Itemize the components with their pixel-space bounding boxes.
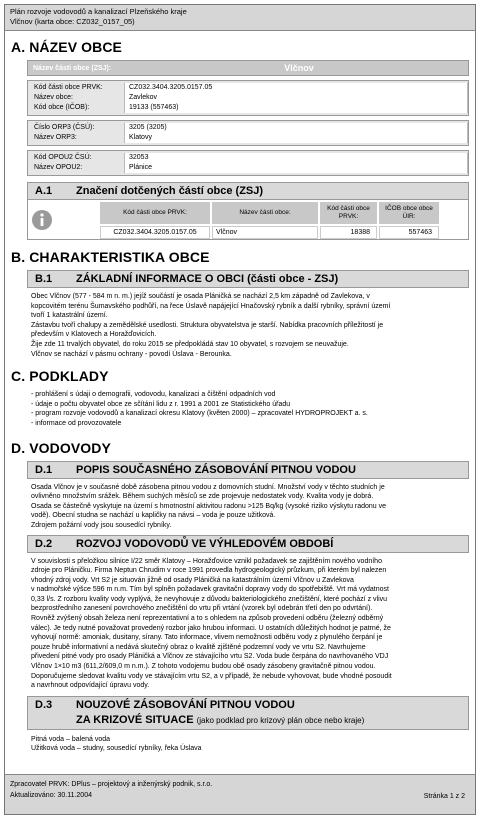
info-row	[28, 103, 468, 113]
text-line: a navrhnout odpovídající úpravu vody.	[31, 682, 150, 690]
document-footer	[5, 774, 475, 814]
info-row	[28, 133, 468, 143]
info-value: CZ032.3404.3205.0157.05	[124, 83, 468, 93]
section-a-box	[27, 60, 469, 176]
text-line: Zdrojem požární vody jsou sousedící rybníky.	[31, 521, 172, 529]
info-row	[28, 93, 468, 103]
section-c-title: C. PODKLADY	[11, 368, 109, 385]
d3-header	[27, 696, 469, 730]
list-item: - program rozvoje vodovodů a kanalizací okresu Klatovy (květen 2000) – zpracovatel HYDROPROJEKT a. s.	[31, 410, 368, 418]
info-key: Název ORP3:	[34, 134, 77, 141]
zsj-row	[27, 60, 469, 76]
text-line: Doporučujeme sledovat kvalitu vody ve stávajícím vrtu S2, a v případě, že nebude vyhovovat, bude vhodné posoudit	[31, 672, 392, 680]
document-header	[5, 5, 475, 31]
d2-title: ROZVOJ VODOVODŮ VE VÝHLEDOVÉM OBDOBÍ	[76, 537, 334, 550]
info-row	[28, 153, 468, 163]
a1-grid	[56, 200, 468, 239]
info-value: 32053	[124, 153, 468, 163]
list-item: - prohlášení s údaji o demografii, vodovodu, kanalizaci a čištění odpadních vod	[31, 391, 276, 399]
d3-title-line2-text: ZA KRIZOVÉ SITUACE	[76, 713, 194, 726]
header-line2: Vlčnov (karta obce: CZ032_0157_05)	[10, 17, 135, 26]
info-key: Název OPOU2:	[34, 164, 83, 171]
zsj-value: Vlčnov	[284, 63, 314, 73]
info-row	[28, 163, 468, 173]
info-key: Číslo ORP3 (ČSÚ):	[34, 124, 95, 131]
document-page	[4, 4, 476, 815]
info-value: Klatovy	[124, 133, 468, 143]
a1-cell: Vlčnov	[212, 226, 318, 239]
d1-title: POPIS SOUČASNÉHO ZÁSOBOVÁNÍ PITNOU VODOU	[76, 463, 356, 476]
a1-cell: 18388	[320, 226, 377, 239]
a1-cell: CZ032.3404.3205.0157.05	[100, 226, 210, 239]
info-value: Zavlekov	[124, 93, 468, 103]
section-b-title: B. CHARAKTERISTIKA OBCE	[11, 249, 210, 265]
a1-number: A.1	[35, 185, 53, 197]
footer-updated: Aktualizováno: 30.11.2004	[10, 792, 92, 799]
text-line: pouze hrubě informativní a nedává skutečný obraz o kvalitě zjištěné podzemní vody ve vrtu S2. Navrhujeme	[31, 643, 366, 651]
b1-number: B.1	[35, 273, 53, 285]
b1-title: ZÁKLADNÍ INFORMACE O OBCI (části obce - ZSJ)	[76, 273, 339, 285]
page-number: Stránka 1 z 2	[423, 793, 465, 800]
c-list	[31, 390, 467, 428]
list-item: - informace od provozovatele	[31, 419, 122, 427]
info-row	[28, 83, 468, 93]
d3-number: D.3	[35, 698, 53, 711]
b1-header	[27, 270, 469, 288]
d3-title-line2	[76, 713, 364, 728]
text-line: tvoří 1 katastrální území.	[31, 312, 108, 320]
d3-title-line1: NOUZOVÉ ZÁSOBOVÁNÍ PITNOU VODOU	[76, 698, 295, 711]
d2-text	[31, 557, 467, 691]
info-value: 3205 (3205)	[124, 123, 468, 133]
text-line: v nadmořské výšce 596 m n.m. Tím byl splněn požadavek gravitační dopravy vody do spotřebiště. Vrt má vydatnost	[31, 586, 389, 594]
text-line: především v Klatovech a Horažďovicích.	[31, 331, 157, 339]
info-group-3	[27, 150, 469, 176]
text-line: Žije zde 11 trvalých obyvatel, do roku 2015 se předpokládá stav 10 obyvatel, s rozvojem se neuvažuje.	[31, 340, 349, 348]
a1-col-header: Název části obce:	[212, 202, 318, 224]
d3-note: (jako podklad pro krizový plán obce nebo kraje)	[196, 715, 365, 725]
a1-col-header: IČOB obce obce ÚIR:	[379, 202, 439, 224]
a1-table	[27, 200, 469, 240]
text-line: vodě). Obecní studna se nachází u kapličky na návsi – voda je pouze užitková.	[31, 512, 276, 520]
text-line: Vlčnov 1×10 m3 (611,2/609,0 m n.m.). Z tohoto vodojemu budou obě osady zásobeny gravitačně pitnou vodou.	[31, 663, 376, 671]
info-value: Plánice	[124, 163, 468, 173]
text-line: V souvislosti s přeložkou silnice I/22 směr Klatovy – Horažďovice vznikl požadavek se zajištěním nového vodního	[31, 557, 382, 565]
list-item: - údaje o počtu obyvatel obce ze sčítání lidu z r. 1991 a 2001 ze Statistického úřadu	[31, 400, 291, 408]
d3-title	[76, 697, 364, 729]
zsj-label: Název části obce (ZSJ):	[33, 64, 112, 72]
info-key: Název obce:	[34, 94, 73, 101]
footer-author: Zpracovatel PRVK: DPlus – projektový a inženýrský podnik, s.r.o.	[10, 781, 213, 788]
section-d-title: D. VODOVODY	[11, 439, 111, 456]
text-line: Pitná voda – balená voda	[31, 735, 111, 743]
text-line: 0,33 l/s. Z rozboru kvality vody vyplývá, že nevyhovuje z důvodu bakteriologického znečištění, které pochází z vlivu	[31, 595, 388, 603]
d1-header	[27, 461, 469, 479]
text-line: zdroje pro Pláničku. Firma Neptun Chrudim v roce 1991 provedla hydrogeologický průzkum, při kterém byl nalezen	[31, 567, 387, 575]
a1-col-header: Kód části obce PRVK:	[100, 202, 210, 224]
d3-text	[31, 735, 467, 754]
info-key: Kód obce (IČOB):	[34, 104, 90, 111]
section-a-title: A. NÁZEV OBCE	[11, 39, 122, 55]
text-line: Užitková voda – studny, sousedící rybníky, řeka Úslava	[31, 745, 202, 753]
a1-header	[27, 182, 469, 200]
a1-title: Značení dotčených částí obce (ZSJ)	[76, 185, 264, 197]
d2-number: D.2	[35, 537, 53, 550]
info-group-2	[27, 120, 469, 146]
info-group-1	[27, 80, 469, 116]
text-line: bezprostředního zanesení povrchového znečištění do vrtu při vrtání (vzorek byl odebrán třetí den po odvrtání).	[31, 605, 373, 613]
text-line: Vlčnov se nachází v pásmu ochrany - povodí Úslava - Berounka.	[31, 350, 232, 358]
text-line: kopcovitém terénu Šumavského podhůří, na řece Úslavě napájející Hnačovský rybník a další rybníky, správní území	[31, 302, 391, 310]
info-value: 19133 (557463)	[124, 103, 468, 113]
info-key: Kód OPOU2 ČSÚ:	[34, 154, 92, 161]
text-line: Obec Vlčnov (577 - 584 m n. m.) jejíž součástí je osada Pláničká se nachází 2,5 km západně od Zavlekova, v	[31, 293, 370, 300]
info-key: Kód části obce PRVK:	[34, 84, 103, 91]
b1-text	[31, 292, 467, 359]
d2-header	[27, 535, 469, 553]
text-line: vyhovují normě: amoniak, dusitany, sírany. Tato informace, vlivem nemožnosti odběru vody z plynulého čerpání je	[31, 634, 383, 642]
text-line: vhodný zdroj vody. Vrt S2 je situován jižně od osady Pláničká na katastrálním území Vlčnov u Zavlekova	[31, 576, 354, 584]
a1-cell: 557463	[379, 226, 439, 239]
text-line: Osada Vlčnov je v současné době zásobena pitnou vodou z domovních studní. Množství vody v těchto studních je	[31, 483, 385, 491]
d1-text	[31, 483, 467, 531]
text-line: Osada se částečně vyskytuje na území s hmotnostní aktivitou radonu >125 Bq/kg (vysoké riziko výskytu radonu ve	[31, 502, 387, 510]
text-line: přivedení pitné vody pro osady Pláničká a Vlčnov ze stávajícího vrtu S2. Voda bude čerpána do navrhovaného VDJ	[31, 653, 389, 661]
info-icon	[28, 200, 56, 239]
info-row	[28, 123, 468, 133]
text-line: ovlivněno množstvím srážek. Během suchých měsíců se zde projevuje nedostatek vody. Kvalita vody je dobrá.	[31, 493, 374, 501]
d1-number: D.1	[35, 463, 53, 476]
header-line1: Plán rozvoje vodovodů a kanalizací Plzeňského kraje	[10, 7, 187, 16]
text-line: válec). Je tedy nutné považovat provedený rozbor jako hrubou informaci. U ostatních důležitých hodnot je patrné, že	[31, 624, 391, 632]
text-line: Zástavbu tvoří chalupy a zemědělské usedlosti. Struktura obyvatelstva je starší. Nabídka pracovních příležitostí je	[31, 321, 384, 329]
a1-col-header: Kód části obce PRVK:	[320, 202, 377, 224]
text-line: Rovněž zvýšený obsah železa není reprezentativní a to s ohledem na způsob provedení odběru (železný odběrný	[31, 615, 384, 623]
